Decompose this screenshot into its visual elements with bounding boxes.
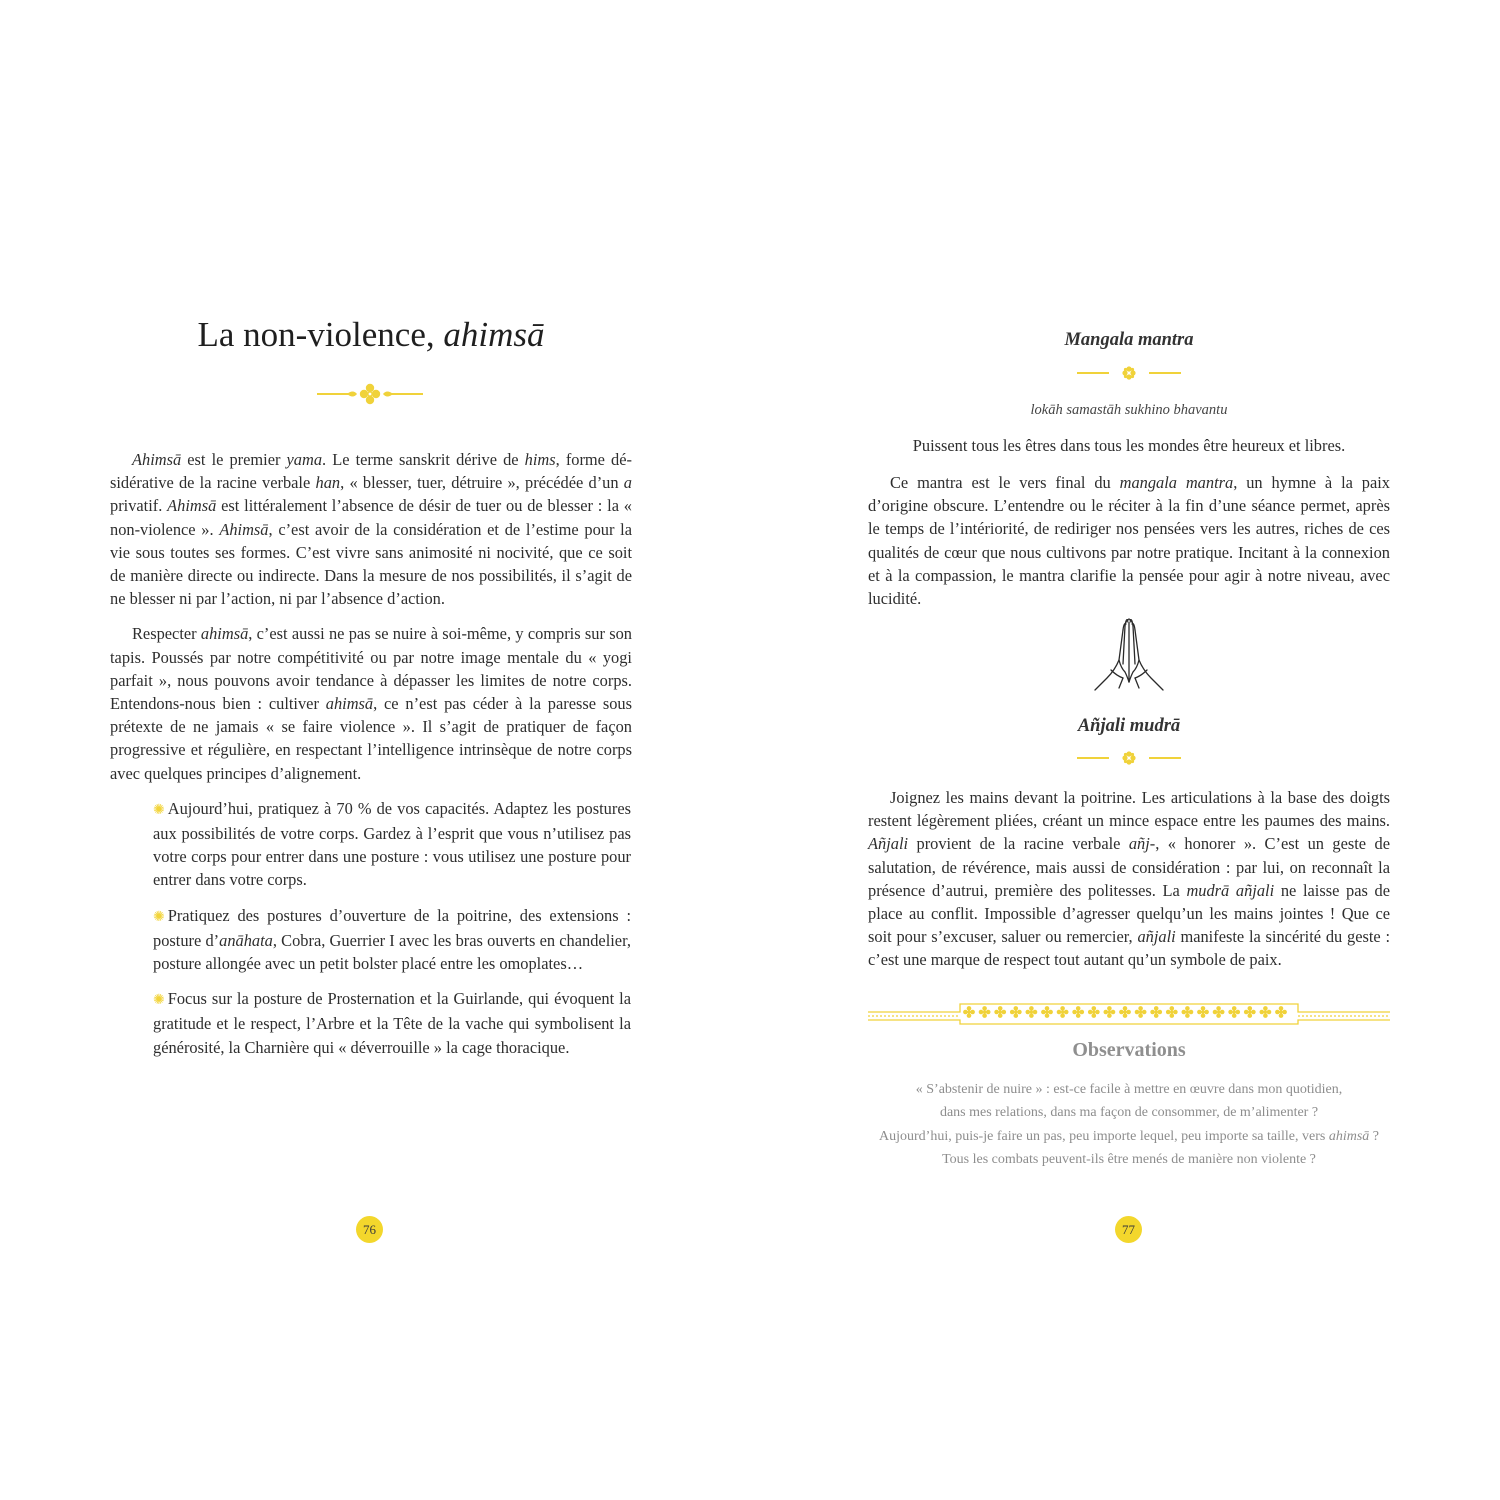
flower-divider-icon [1077, 366, 1181, 380]
flower-divider-icon [1077, 751, 1181, 765]
mantra-translation: Puissent tous les êtres dans tous les mondes être heureux et libres. [912, 436, 1346, 455]
page-number-right: 77 [1115, 1216, 1142, 1243]
paragraph-mudra: Joignez les mains devant la poitrine. Les articulations à la base des doigts restent légèrement pliées, créant un mince espace entre les paumes des mains. Añjali provient de la racine verbale añj-, « honorer ». C’est un geste de salutation, de révérence, mais aussi de considération : par lui, on reconnaît la présence d’autrui, première des politesses. La mudrā añjali ne laisse pas de place au conflit. Impossible d’agresser quelqu’un les mains jointes ! Que ce soit pour s’excuser, saluer ou remercier, añjali manifeste la sincérité du geste : c’est une marque de respect tout autant qu’un symbole de paix. [868, 788, 1390, 970]
list-item: ✺ Aujourd’hui, pratiquez à 70 % de vos capacités. Adaptez les postures aux possibilités de votre corps. Gardez à l’esprit que vous n’utilisez pas votre corps pour entrer dans une posture : vous utilisez une posture pour entrer dans votre corps. [153, 798, 631, 890]
flower-divider-icon [317, 380, 423, 408]
paragraph-self-respect: Respecter ahimsā, c’est aussi ne pas se nuire à soi-même, y compris sur son tapis. Poussés par notre compétitivité ou par notre image mentale du « yogi parfait », nous pouvons avoir tendance à dépasser les limites de notre corps. Entendons-nous bien : cultiver ahimsā, ce n’est pas céder à la paresse sous prétexte de ne jamais « se faire violence ». Il s’agit de pratiquer de façon progressive et régulière, en respectant l’intelligence intrinsèque de notre corps avec quelques principes d’alignement. [110, 624, 633, 783]
observations-title: Observations [1072, 1039, 1186, 1061]
observations-questions [868, 1078, 1390, 1171]
paragraph-ahimsa-definition: Ahimsā est le premier yama. Le terme sanskrit dérive de hims, forme désidérative de la racine verbale han, « blesser, tuer, détruire », précédée d’un a privatif. Ahimsā est littéralement l’absence de désir de tuer ou de blesser : la « non-violence ». Ahimsā, c’est avoir de la considération et de l’estime pour la vie sous toutes ses formes. C’est vivre sans animosité ni nocivité, que ce soit de manière directe ou indirecte. Dans la mesure de nos possibilités, il s’agit de ne blesser ni par l’action, ni par l’absence d’action. [110, 450, 632, 609]
list-item: ✺ Focus sur la posture de Prosternation et la Guirlande, qui évoquent la gratitude et le respect, l’Arbre et la Tête de la vache qui symbolisent la générosité, la Charnière qui « déverrouille » la cage thoracique. [153, 989, 631, 1057]
sun-flower-icon: ✺ [153, 909, 165, 925]
paragraph-mantra: Ce mantra est le vers final du mangala mantra, un hymne à la paix d’origine obscure. L’entendre ou le réciter à la fin d’une séance permet, après le temps de l’intériorité, de rediriger nos pensées vers les autres, riches de ces qualités de cœur que nous cultivons par notre pratique. Incitant à la connexion et à la compassion, le mantra clarifie la pensée pour agir à notre niveau, avec lucidité. [868, 473, 1391, 609]
page-number-left: 76 [356, 1216, 383, 1243]
observation-line: « S’abstenir de nuire » : est-ce facile à mettre en œuvre dans mon quotidien, [915, 1082, 1343, 1097]
list-item: ✺ Pratiquez des postures d’ouverture de la poitrine, des extensions : posture d’anāhata, Cobra, Guerrier I avec les bras ouverts en chandelier, posture allongée avec un petit bolster placé entre les omoplates… [153, 905, 631, 974]
decorative-border-icon [868, 996, 1390, 1028]
sun-flower-icon: ✺ [153, 802, 165, 818]
left-page [110, 0, 632, 1500]
chapter-title [110, 312, 632, 358]
observation-line: dans mes relations, dans ma façon de consommer, de m’alimenter ? [939, 1105, 1319, 1121]
mantra-sanskrit: lokāh samastāh sukhino bhavantu [1030, 402, 1228, 418]
mantra-explanation [868, 471, 1390, 610]
mantra-title: Mangala mantra [1064, 330, 1194, 350]
mudra-explanation [868, 786, 1390, 972]
sun-flower-icon: ✺ [153, 993, 165, 1009]
left-body [110, 448, 632, 1071]
chapter-title-main: La non-violence, [197, 315, 444, 354]
observation-line: Tous les combats peuvent-ils être menés de manière non violente ? [942, 1151, 1316, 1167]
right-page [868, 0, 1390, 1500]
observation-line: Aujourd’hui, puis-je faire un pas, peu importe lequel, peu importe sa taille, vers ahimsā ? [879, 1128, 1379, 1144]
practice-tips-list [153, 797, 631, 1059]
mudra-title: Añjali mudrā [1077, 716, 1181, 736]
praying-hands-icon [1089, 612, 1169, 708]
chapter-title-italic: ahimsā [443, 315, 545, 354]
